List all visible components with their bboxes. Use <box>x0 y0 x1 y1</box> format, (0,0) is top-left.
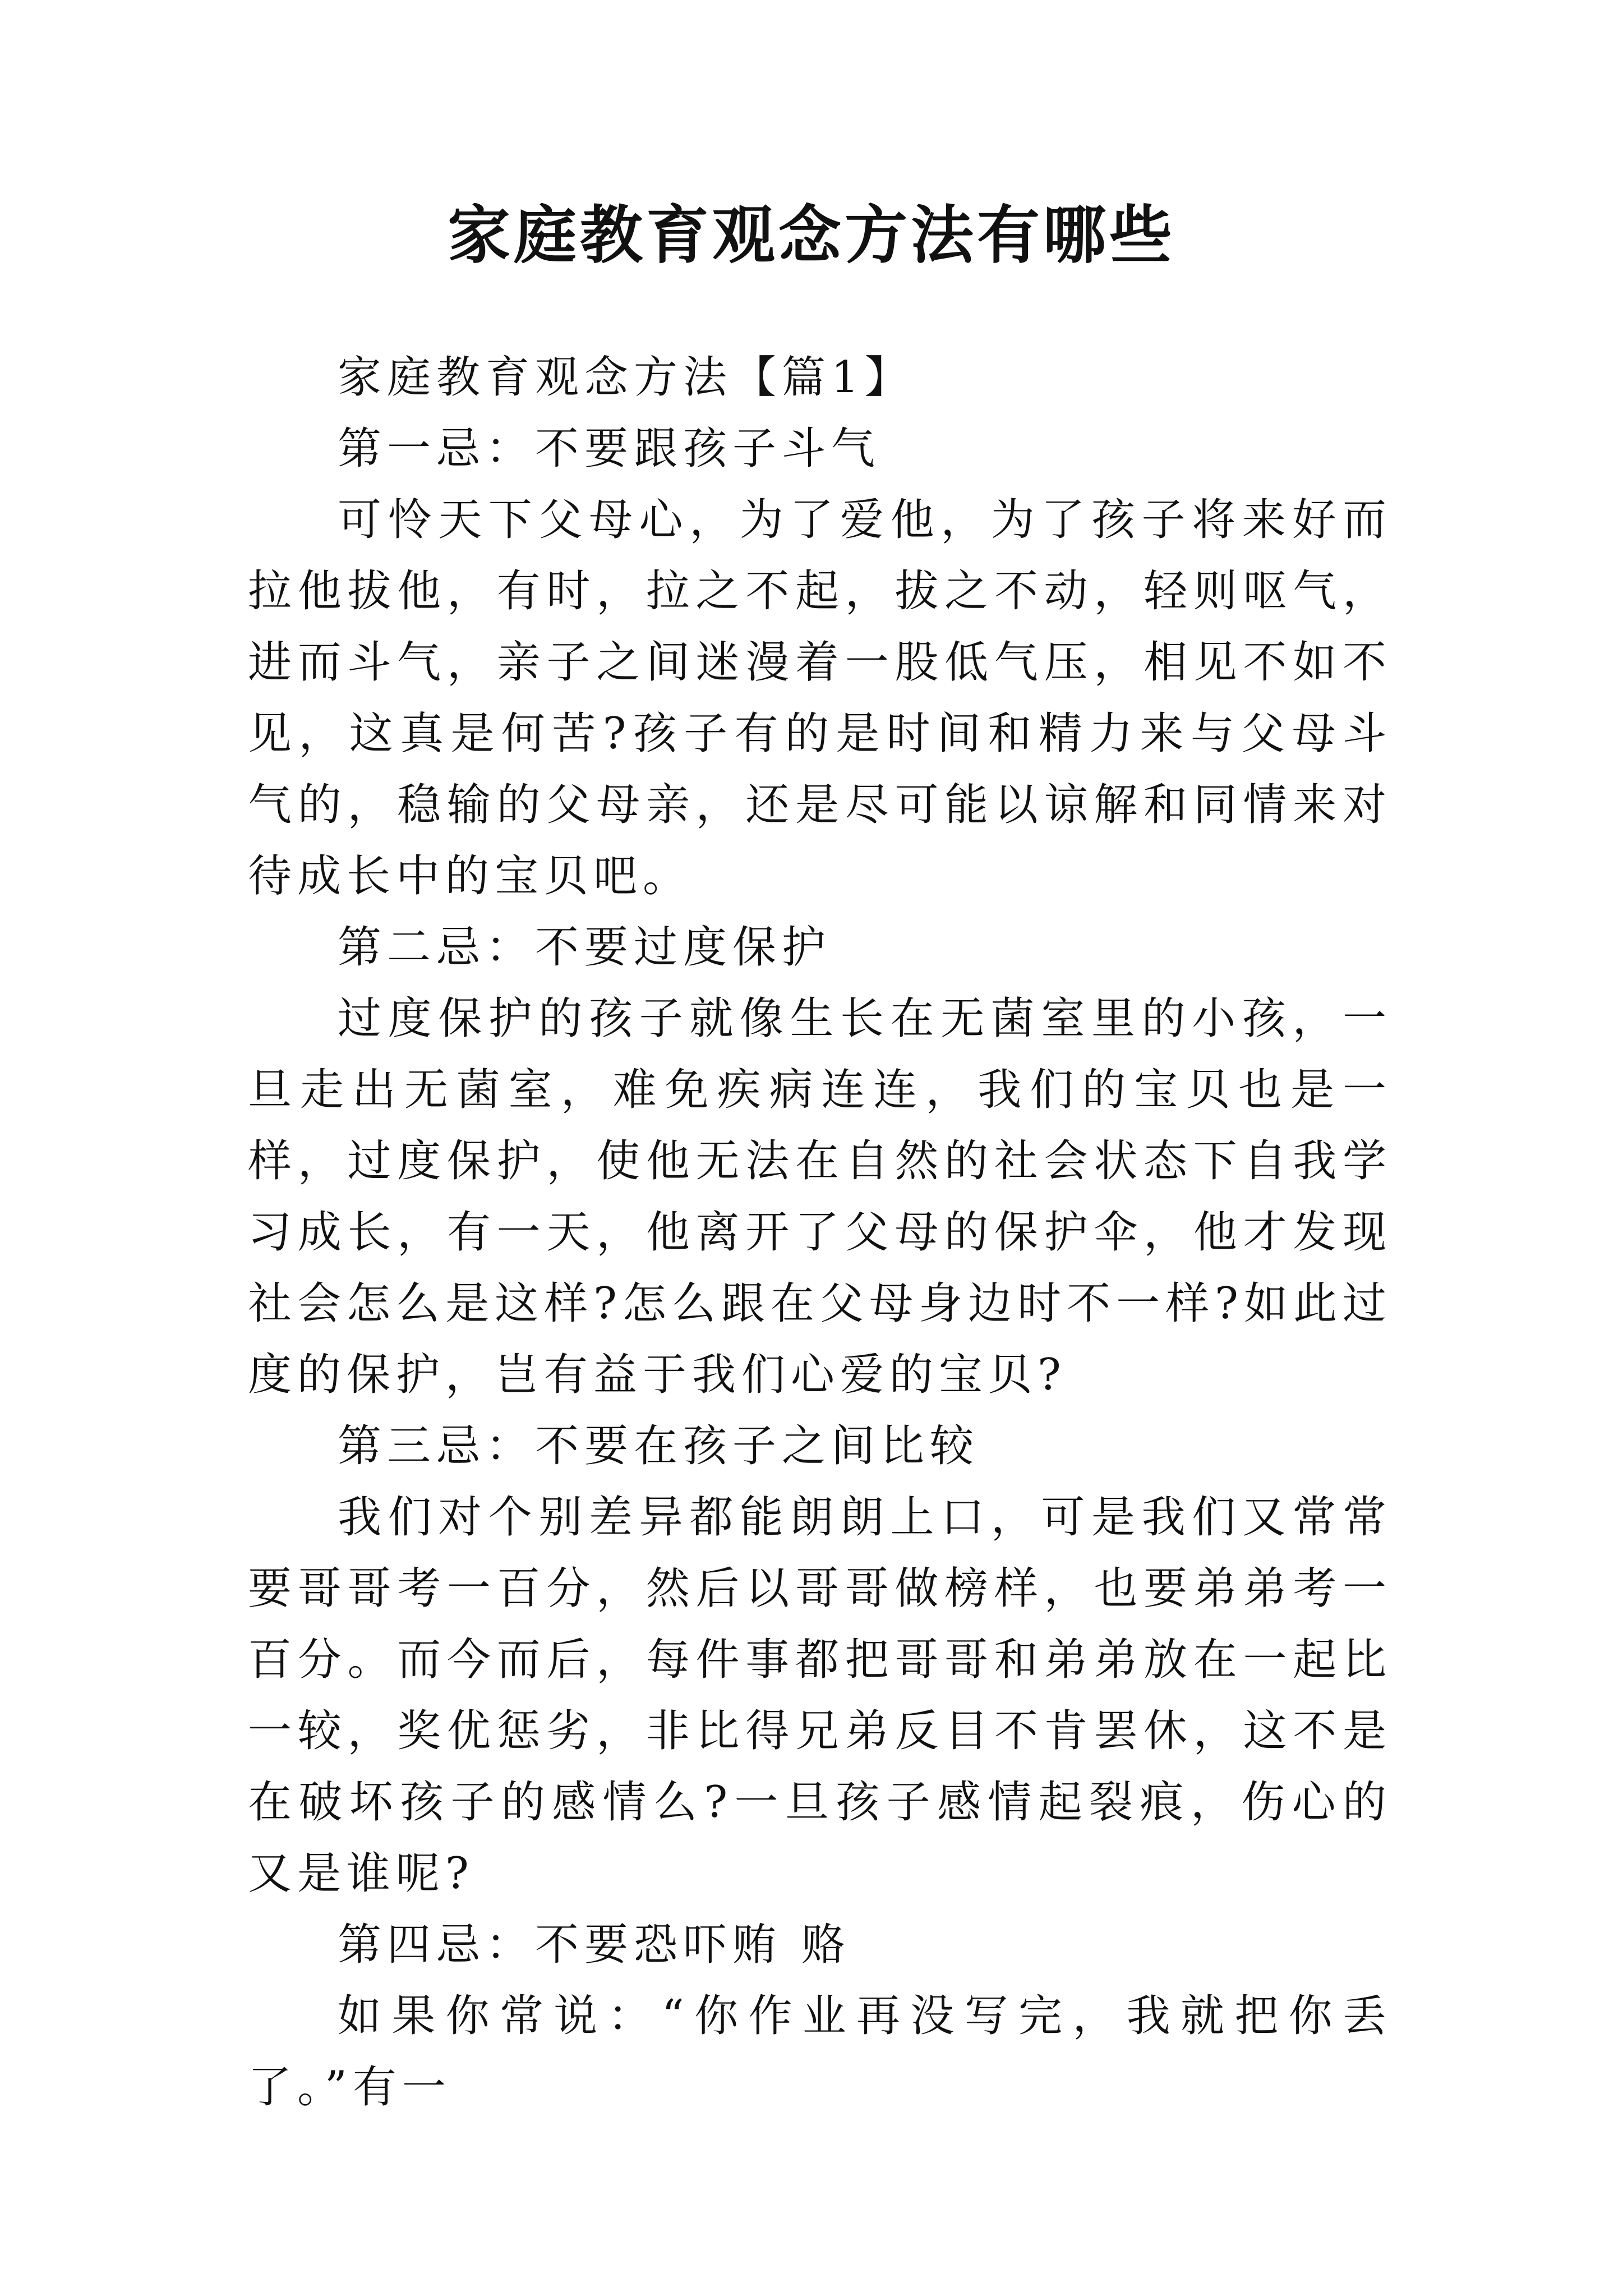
paragraph: 我们对个别差异都能朗朗上口，可是我们又常常要哥哥考一百分，然后以哥哥做榜样，也要弟弟考一百分。而今而后，每件事都把哥哥和弟弟放在一起比一较，奖优惩劣，非比得兄弟反目不肯罢休，这不是在破坏孩子的感情么?一旦孩子感情起裂痕，伤心的又是谁呢? <box>248 1492 1392 1899</box>
subheading: 第一忌：不要跟孩子斗气 <box>338 424 881 474</box>
subheading: 第三忌：不要在孩子之间比较 <box>338 1421 980 1471</box>
subheading: 第四忌：不要恐吓贿 赂 <box>338 1920 851 1970</box>
section-heading: 家庭教育观念方法【篇1】 <box>338 352 914 403</box>
paragraph: 如果你常说：“你作业再没写完，我就把你丢了。”有一 <box>248 1991 1392 2113</box>
paragraph: 过度保护的孩子就像生长在无菌室里的小孩，一旦走出无菌室，难免疾病连连，我们的宝贝也是一样，过度保护，使他无法在自然的社会状态下自我学习成长，有一天，他离开了父母的保护伞，他才发现社会怎么是这样?怎么跟在父母身边时不一样?如此过度的保护，岂有益于我们心爱的宝贝? <box>248 993 1392 1400</box>
subheading: 第二忌：不要过度保护 <box>338 922 832 973</box>
document-body <box>248 342 1392 2123</box>
paragraph: 可怜天下父母心，为了爱他，为了孩子将来好而拉他拔他，有时，拉之不起，拔之不动，轻则呕气，进而斗气，亲子之间迷漫着一股低气压，相见不如不见，这真是何苦?孩子有的是时间和精力来与父母斗气的，稳输的父母亲，还是尽可能以谅解和同情来对待成长中的宝贝吧。 <box>248 495 1392 901</box>
document-title: 家庭教育观念方法有哪些 <box>448 199 1175 272</box>
